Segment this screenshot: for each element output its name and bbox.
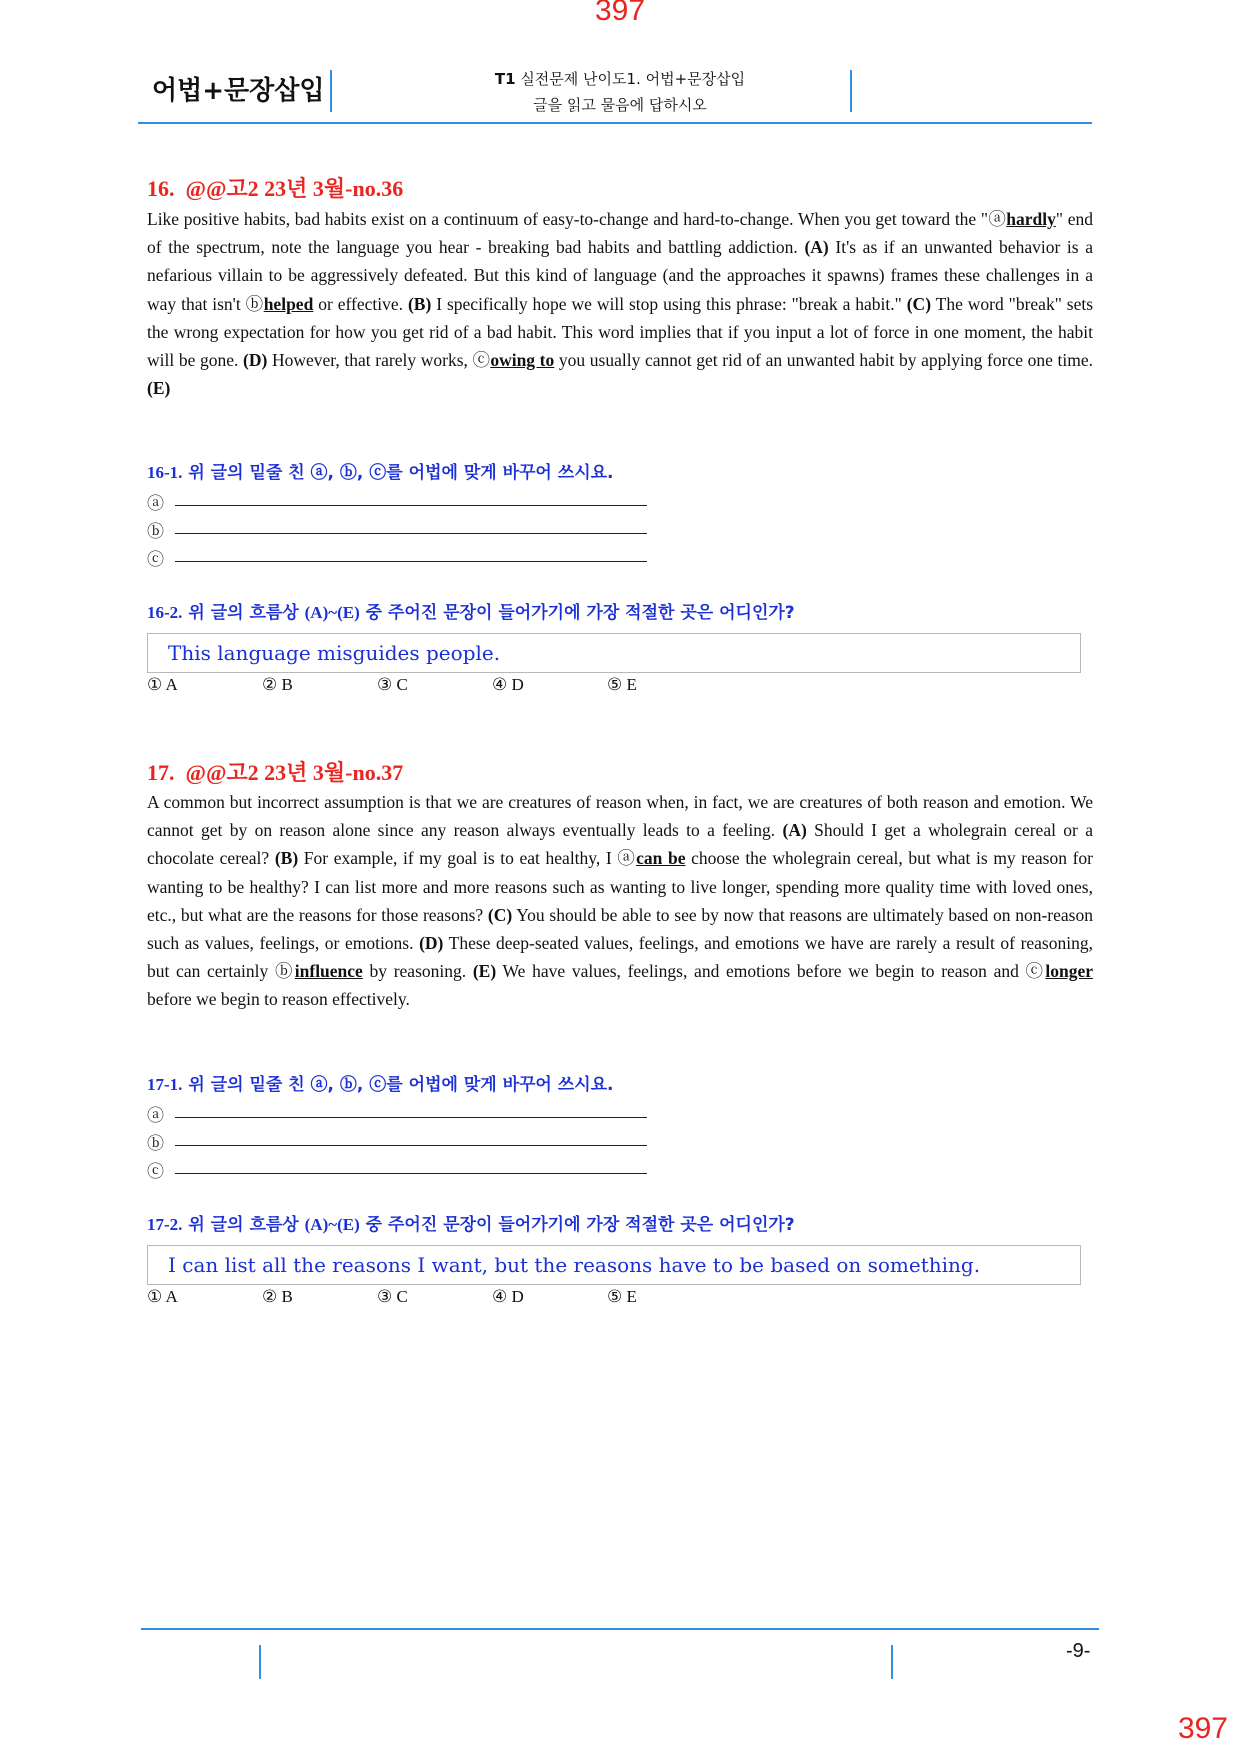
question-17-passage [147,788,1093,1014]
header-line-1-text: 실전문제 난이도1. 어법+문장삽입 [515,70,746,88]
passage-text: For example, if my goal is to eat healthy, I [298,848,618,869]
sub-question-text: 위 글의 흐름상 [188,603,305,623]
slot-A: (A) [782,820,807,841]
underlined-b: influence [294,961,363,982]
section-title: 어법+문장삽입 [152,76,325,106]
passage-text: However, that rarely works, [267,350,473,371]
sub-question-text: 위 글의 흐름상 [188,1215,305,1235]
underlined-c: owing to [490,350,555,371]
question-16-1-prompt [147,458,614,483]
choice-1[interactable]: ① A [147,1287,178,1306]
header-divider-left [330,70,332,112]
marker-a: ⓐ [988,209,1007,229]
answer-underline [175,1173,647,1174]
question-17-2-prompt [147,1210,795,1235]
question-16-number: 16. [147,176,175,201]
answer-marker: ⓒ [147,1162,164,1182]
answer-underline [175,1117,647,1118]
sub-question-text: 중 주어진 문장이 들어가기에 가장 적절한 곳은 어디인가? [359,1215,795,1235]
answer-line-c[interactable] [147,1155,647,1183]
passage-text: Should I get a wholegrain cereal or a chocolate cereal? [147,820,1093,869]
slot-D: (D) [243,350,268,371]
header-rule [138,122,1092,124]
choice-4[interactable]: ④ D [492,1287,524,1306]
header-line-2: 글을 읽고 물음에 답하시오 [533,96,707,114]
passage-text: We have values, feelings, and emotions before we begin to reason and [496,961,1026,982]
footer-page-number: -9- [1066,1640,1091,1662]
page-number-top: 397 [594,0,646,27]
question-16-2-prompt [147,598,795,623]
passage-text: It's as if an unwanted behavior is a nefarious villain to be aggressively defeated. But this kind of language (and the approaches it spawns) frames these challenges in a way that isn't [147,237,1093,314]
answer-choices [147,1287,747,1311]
question-16-title [147,172,403,203]
passage-text: by reasoning. [362,961,473,982]
marker-b: ⓑ [274,961,295,982]
answer-line-c[interactable] [147,543,647,571]
sub-question-number: 17-1. [147,1075,183,1094]
choice-5[interactable]: ⑤ E [607,675,637,694]
answer-underline [175,561,647,562]
underlined-a: hardly [1006,209,1056,229]
passage-text: " end of the spectrum, note the language you hear - breaking bad habits and battling addiction. [147,209,1094,258]
question-17-number: 17. [147,760,175,785]
sub-question-text: 위 글의 밑줄 친 ⓐ, ⓑ, ⓒ를 어법에 맞게 바꾸어 쓰시요. [188,1075,614,1095]
answer-marker: ⓐ [147,494,164,514]
answer-line-a[interactable] [147,487,647,515]
marker-c: ⓒ [472,350,491,371]
slot-C: (C) [906,293,932,314]
answer-line-b[interactable] [147,515,647,543]
page-number-bottom: 397 [1177,1712,1228,1745]
footer-rule [141,1628,1099,1630]
question-16-passage [147,205,1093,402]
passage-text: choose the wholegrain cereal, but what is my reason for wanting to be healthy? I can list more and more reasons such as wanting to live longer, spending more quality time with loved ones, etc., but what are the reasons for those reasons? [147,848,1094,925]
answer-marker: ⓐ [147,1106,164,1126]
choice-5[interactable]: ⑤ E [607,1287,637,1306]
footer-divider-left [259,1645,261,1679]
given-sentence-box: This language misguides people. [147,633,1081,673]
slot-A: (A) [804,237,829,258]
answer-underline [175,533,647,534]
passage-text: you usually cannot get rid of an unwanted habit by applying force one time. [554,350,1093,371]
slot-E: (E) [472,961,497,982]
answer-marker: ⓑ [147,522,164,542]
passage-text: I specifically hope we will stop using this phrase: "break a habit." [431,293,907,314]
question-17-source: @@고2 23년 3월-no.37 [185,760,404,785]
answer-marker: ⓒ [147,550,164,570]
passage-text: Like positive habits, bad habits exist on a continuum of easy-to-change and hard-to-change. When you get toward the " [147,209,989,229]
question-17-title [147,756,403,787]
passage-text: or effective. [313,293,408,314]
sub-question-text: 위 글의 밑줄 친 ⓐ, ⓑ, ⓒ를 어법에 맞게 바꾸어 쓰시요. [188,463,614,483]
sub-question-range: (A)~(E) [304,1215,360,1234]
header-info [380,66,860,118]
sub-question-range: (A)~(E) [304,603,360,622]
passage-text: These deep-seated values, feelings, and emotions we have are rarely a result of reasoning, but can certainly [147,933,1093,982]
slot-C: (C) [487,904,513,925]
question-17-1-prompt [147,1070,614,1095]
answer-line-b[interactable] [147,1127,647,1155]
sub-question-number: 17-2. [147,1215,183,1234]
choice-3[interactable]: ③ C [377,1287,408,1306]
header-code: T1 [494,70,516,88]
answer-line-a[interactable] [147,1099,647,1127]
underlined-b: helped [263,293,314,314]
passage-text: A common but incorrect assumption is that we are creatures of reason when, in fact, we are creatures of both reason and emotion. We cannot get by on reason alone since any reason always eventually leads to a feeling. [147,792,1093,841]
choice-3[interactable]: ③ C [377,675,408,694]
choice-4[interactable]: ④ D [492,675,524,694]
question-16-source: @@고2 23년 3월-no.36 [185,176,404,201]
sub-question-number: 16-2. [147,603,183,622]
underlined-c: longer [1045,961,1093,982]
answer-choices [147,675,747,699]
choice-1[interactable]: ① A [147,675,178,694]
given-sentence-box: I can list all the reasons I want, but the reasons have to be based on something. [147,1245,1081,1285]
choice-2[interactable]: ② B [262,1287,293,1306]
answer-underline [175,505,647,506]
answer-underline [175,1145,647,1146]
header-divider-right [850,70,852,112]
underlined-a: can be [636,848,686,869]
slot-D: (D) [419,933,444,954]
marker-a: ⓐ [617,848,637,869]
passage-text: You should be able to see by now that reasons are ultimately based on non-reason such as values, feelings, or emotions. [147,904,1093,954]
marker-c: ⓒ [1025,961,1046,982]
sub-question-text: 중 주어진 문장이 들어가기에 가장 적절한 곳은 어디인가? [359,603,795,623]
answer-marker: ⓑ [147,1134,164,1154]
slot-B: (B) [407,293,432,314]
marker-b: ⓑ [245,293,264,314]
sub-question-number: 16-1. [147,463,183,482]
passage-text: The word "break" sets the wrong expectation for how you get rid of a bad habit. This word implies that if you input a lot of force in one moment, the habit will be gone. [147,293,1094,371]
header-line-1 [380,66,860,92]
slot-B: (B) [274,848,299,869]
slot-E: (E) [147,378,171,399]
choice-2[interactable]: ② B [262,675,293,694]
passage-text: before we begin to reason effectively. [147,989,410,1010]
footer-divider-right [891,1645,893,1679]
